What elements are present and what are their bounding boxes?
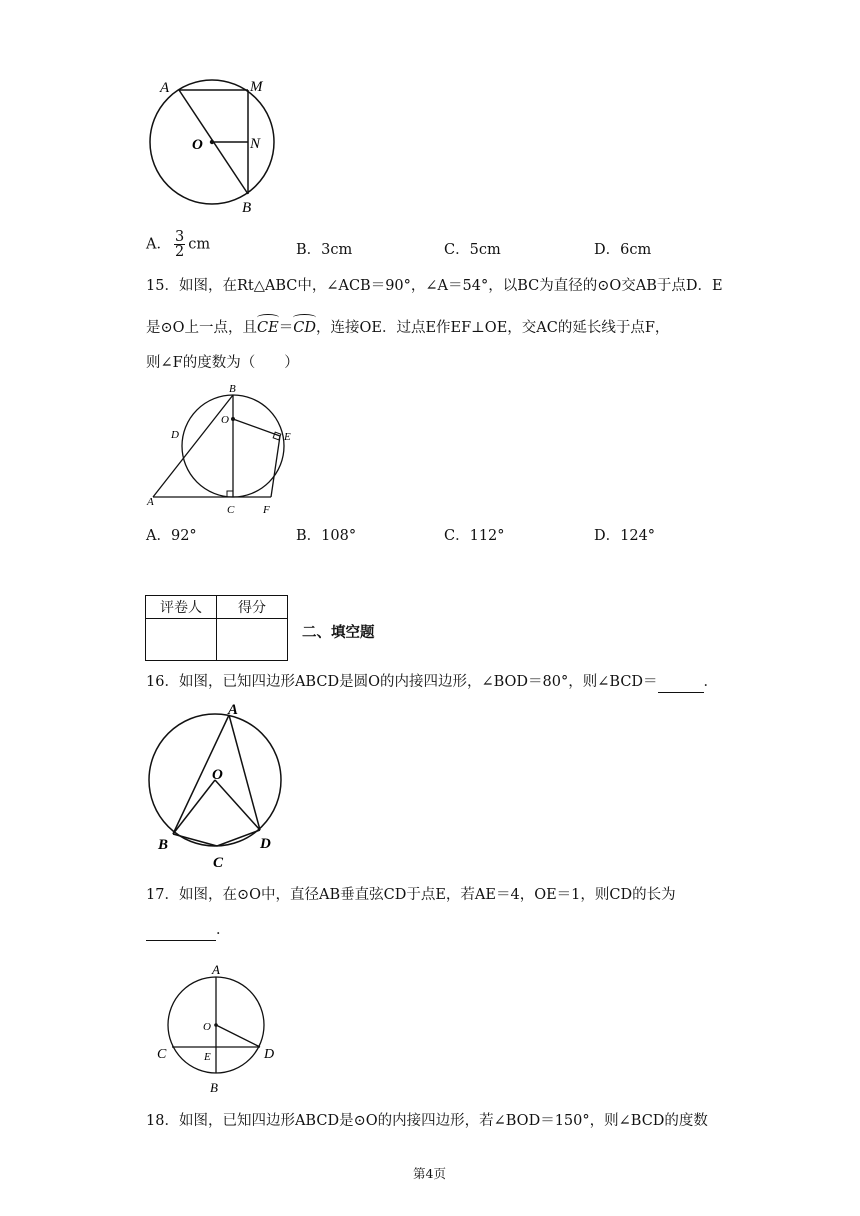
q15-option-c[interactable]: C．112° [444, 528, 505, 544]
fig17-label-e: E [204, 1051, 211, 1063]
fig17-label-a: A [212, 962, 220, 977]
fig15-label-e: E [284, 431, 291, 443]
q15-line-2: 是⊙O上一点，且CE＝CD，连接OE．过点E作EF⊥OE，交AC的延长线于点F， [146, 314, 669, 338]
fig16-label-d: D [260, 836, 271, 852]
arc-cd: CD [293, 314, 316, 338]
q14-option-d[interactable]: D．6cm [594, 242, 652, 258]
fig15-label-f: F [263, 504, 270, 516]
page-number: 第4页 [413, 1166, 446, 1181]
q15-option-d[interactable]: D．124° [594, 528, 656, 544]
q15-option-a[interactable]: A．92° [146, 528, 197, 544]
fig15-label-o: O [221, 414, 229, 426]
fraction-3-2: $\frac{3}{2}$ [174, 229, 185, 260]
q14-option-a[interactable]: A． $\frac{3}{2}$ cm [146, 229, 211, 260]
fig16-label-b: B [158, 837, 169, 853]
q14-option-b[interactable]: B．3cm [296, 242, 353, 258]
section-title: 二、填空题 [302, 625, 375, 641]
fig17-label-b: B [210, 1080, 218, 1095]
fig15-label-d: D [171, 429, 179, 441]
fig17-label-o: O [203, 1021, 211, 1033]
score-header: 得分 [217, 596, 288, 619]
fig15-label-a: A [147, 496, 154, 508]
fig14-label-o: O [192, 137, 203, 153]
fig14-label-m: M [250, 79, 263, 95]
fig16-label-o: O [212, 767, 223, 783]
q15-line-1: 15．如图，在Rt△ABC中，∠ACB＝90°，∠A＝54°，以BC为直径的⊙O交AB于点D．E [146, 278, 723, 294]
fig17-label-d: D [264, 1047, 275, 1062]
figure-q17 [150, 960, 285, 1100]
figure-q14 [140, 72, 290, 222]
q15-option-b[interactable]: B．108° [296, 528, 357, 544]
fig17-label-c: C [157, 1047, 167, 1062]
fig14-label-a: A [160, 80, 170, 96]
q18-text: 18．如图，已知四边形ABCD是⊙O的内接四边形，若∠BOD＝150°，则∠BCD的度数 [146, 1113, 708, 1129]
fig15-label-c: C [227, 504, 235, 516]
q15-line-3: 则∠F的度数为（ ） [146, 355, 299, 371]
arc-ce: CE [257, 314, 279, 338]
fig16-label-a: A [228, 702, 239, 718]
reviewer-header: 评卷人 [146, 596, 217, 619]
q14-option-c[interactable]: C．5cm [444, 242, 501, 258]
reviewer-cell[interactable] [146, 619, 217, 661]
q17-text: 17．如图，在⊙O中，直径AB垂直弦CD于点E，若AE＝4，OE＝1，则CD的长为 [146, 887, 676, 903]
q16-text: 16．如图，已知四边形ABCD是圆O的内接四边形，∠BOD＝80°，则∠BCD＝ ． [146, 672, 718, 693]
score-table [145, 595, 288, 661]
q16-answer-blank[interactable] [658, 672, 704, 693]
q17-answer-line: ． [146, 920, 231, 941]
fig15-label-b: B [229, 383, 236, 395]
figure-q16 [140, 700, 290, 872]
fig16-label-c: C [213, 855, 224, 871]
q17-answer-blank[interactable] [146, 920, 216, 941]
fig14-label-b: B [242, 200, 252, 216]
fig14-label-n: N [250, 136, 261, 152]
score-cell[interactable] [217, 619, 288, 661]
figure-q15 [143, 380, 313, 518]
